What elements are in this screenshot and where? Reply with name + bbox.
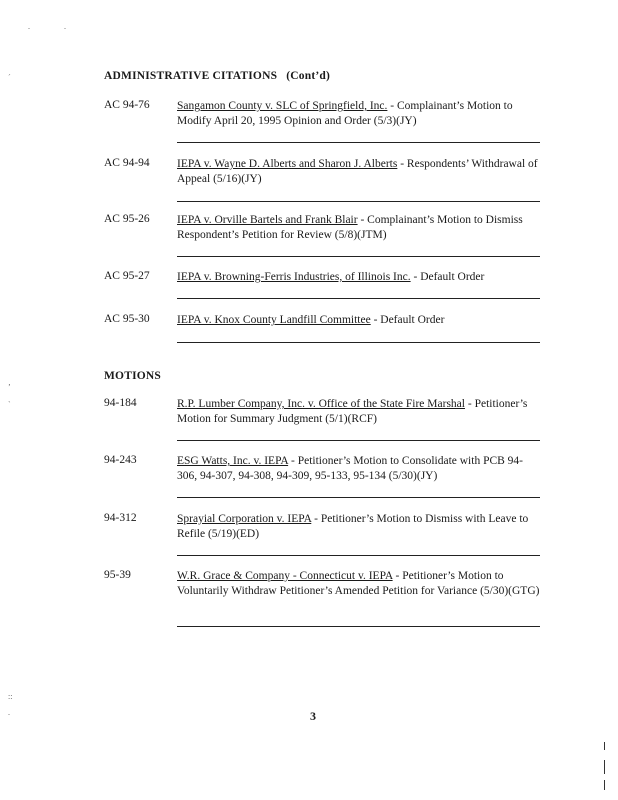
separator-line	[177, 626, 540, 627]
case-name: ESG Watts, Inc. v. IEPA	[177, 455, 289, 467]
entry-description	[177, 270, 542, 285]
separator-line	[177, 555, 540, 556]
entry-number: 94-243	[104, 454, 137, 466]
entry-action-text: - Complainant’s Motion to Modify April 20, 1995 Opinion and Order (5/3)(JY)	[177, 100, 513, 127]
case-name: IEPA v. Orville Bartels and Frank Blair	[177, 214, 358, 226]
entry-action-text: - Petitioner’s Motion for Summary Judgment (5/1)(RCF)	[177, 398, 528, 425]
entry-action-text: - Default Order	[410, 271, 485, 283]
separator-line	[177, 497, 540, 498]
scan-speck: .	[8, 708, 10, 717]
entry-description	[177, 512, 542, 542]
separator-line	[177, 256, 540, 257]
separator-line	[177, 201, 540, 202]
entry-number: AC 94-94	[104, 157, 150, 169]
entry-number: 95-39	[104, 569, 131, 581]
entry-number: AC 94-76	[104, 99, 150, 111]
case-name: W.R. Grace & Company - Connecticut v. IEPA	[177, 570, 393, 582]
entry-number: AC 95-27	[104, 270, 150, 282]
scan-margin-mark	[604, 742, 605, 750]
admin-heading-suffix: (Cont’d)	[286, 70, 331, 82]
entry-number: AC 95-26	[104, 213, 150, 225]
entry-action-text: - Respondents’ Withdrawal of Appeal (5/16)(JY)	[177, 158, 538, 185]
scan-speck: `	[8, 400, 11, 409]
scan-speck: .	[64, 22, 66, 31]
case-name: R.P. Lumber Company, Inc. v. Office of the State Fire Marshal	[177, 398, 465, 410]
admin-citations-heading	[104, 70, 330, 82]
case-name: IEPA v. Wayne D. Alberts and Sharon J. Alberts	[177, 158, 398, 170]
case-name: Sprayial Corporation v. IEPA	[177, 513, 312, 525]
entry-description	[177, 157, 542, 187]
entry-action-text: - Default Order	[370, 314, 445, 326]
entry-action-text: - Petitioner’s Motion to Dismiss with Leave to Refile (5/19)(ED)	[177, 513, 529, 540]
separator-line	[177, 298, 540, 299]
entry-description	[177, 454, 542, 484]
scan-margin-mark	[604, 780, 605, 790]
separator-line	[177, 440, 540, 441]
separator-line	[177, 342, 540, 343]
admin-heading-title: ADMINISTRATIVE CITATIONS	[104, 70, 278, 82]
entry-action-text: - Petitioner’s Motion to Consolidate with PCB 94-306, 94-307, 94-308, 94-309, 95-133, 95-134 (5/30)(JY)	[177, 455, 524, 482]
entry-description	[177, 213, 542, 243]
scan-speck: ´	[8, 73, 11, 82]
separator-line	[177, 142, 540, 143]
case-name: IEPA v. Knox County Landfill Committee	[177, 314, 371, 326]
scan-margin-mark	[604, 760, 605, 774]
entry-action-text: - Petitioner’s Motion to Voluntarily Withdraw Petitioner’s Amended Petition for Variance (5/30)(GTG)	[177, 570, 540, 597]
entry-action-text: - Complainant’s Motion to Dismiss Respondent’s Petition for Review (5/8)(JTM)	[177, 214, 523, 241]
case-name: IEPA v. Browning-Ferris Industries, of Illinois Inc.	[177, 271, 411, 283]
entry-description	[177, 313, 542, 328]
scan-speck: ::	[8, 692, 13, 701]
motions-heading: MOTIONS	[104, 370, 161, 382]
page-number: 3	[310, 709, 316, 723]
scan-speck: .	[28, 22, 30, 31]
scan-speck: ‚	[8, 378, 11, 387]
case-name: Sangamon County v. SLC of Springfield, Inc.	[177, 100, 388, 112]
entry-number: 94-184	[104, 397, 137, 409]
entry-number: AC 95-30	[104, 313, 150, 325]
entry-number: 94-312	[104, 512, 137, 524]
entry-description	[177, 99, 542, 129]
entry-description	[177, 569, 542, 599]
entry-description	[177, 397, 542, 427]
